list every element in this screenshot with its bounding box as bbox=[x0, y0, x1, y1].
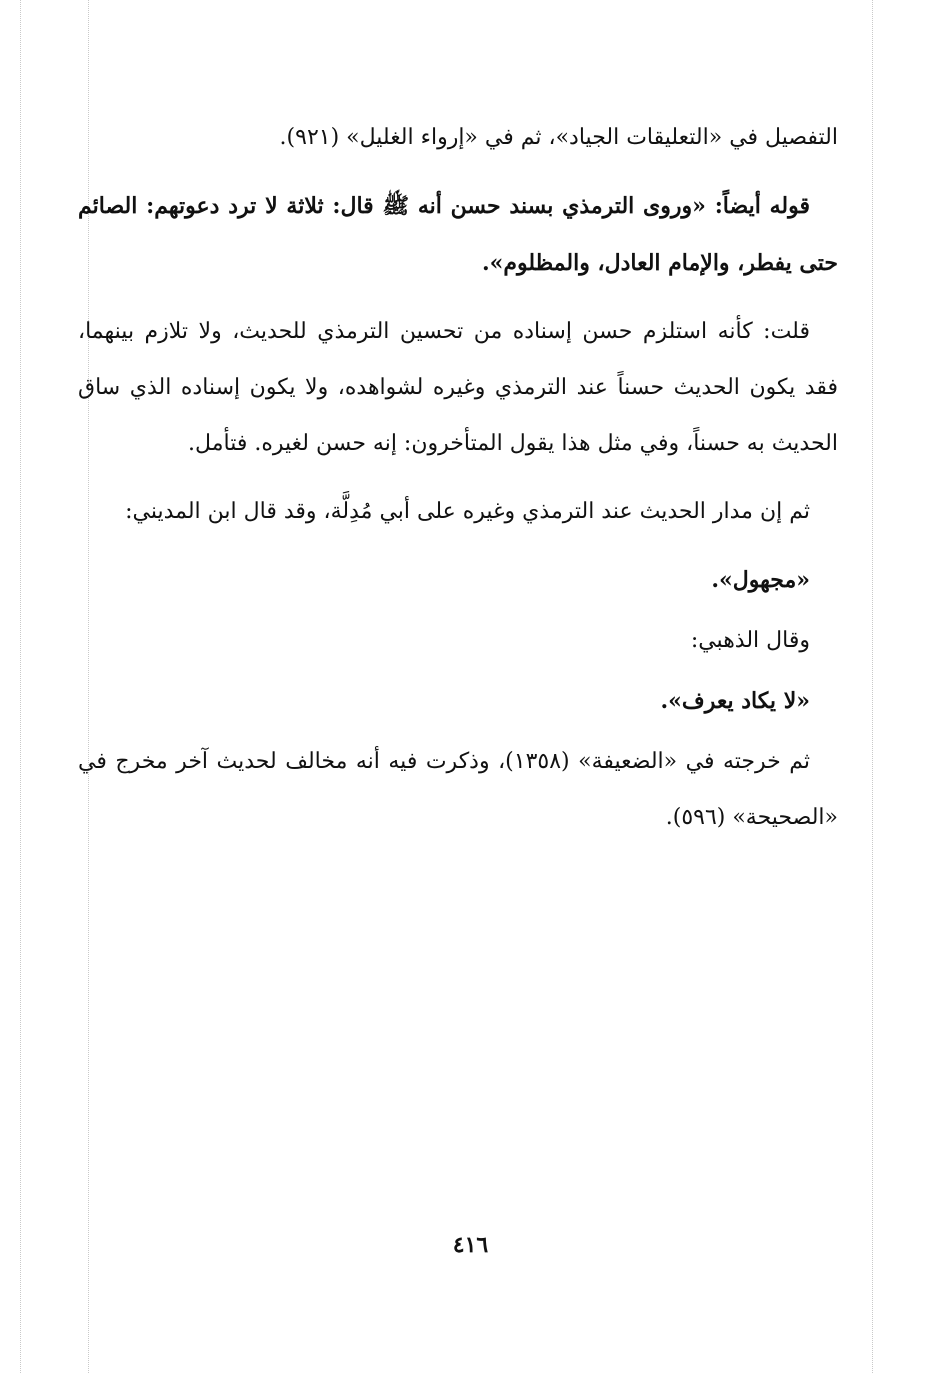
paragraph-2-intro: قوله أيضاً: bbox=[705, 193, 810, 219]
quote-la-yakad-text: «لا يكاد يعرف». bbox=[660, 688, 810, 714]
paragraph-2-quote: «وروى الترمذي بسند حسن أنه ﷺ قال: ثلاثة لا ترد دعوتهم: الصائم حتى يفطر، والإمام العادل، والمظلوم». bbox=[78, 193, 838, 276]
paragraph-6 bbox=[78, 734, 838, 846]
document-page bbox=[78, 110, 838, 858]
paragraph-1-text: التفصيل في «التعليقات الجياد»، ثم في «إرواء الغليل» (٩٢١). bbox=[279, 125, 838, 150]
paragraph-2 bbox=[78, 178, 838, 292]
paragraph-3-text: قلت: كأنه استلزم حسن إسناده من تحسين الترمذي للحديث، ولا تلازم بينهما، فقد يكون الحديث حسناً عند الترمذي وغيره لشواهده، ولا يكون إسناده الذي ساق الحديث به حسناً، وفي مثل هذا يقول المتأخرون: إنه حسن لغيره. فتأمل. bbox=[78, 319, 838, 456]
paragraph-5-text: وقال الذهبي: bbox=[690, 628, 810, 653]
paragraph-3 bbox=[78, 304, 838, 472]
page-number: ٤١٦ bbox=[452, 1232, 489, 1258]
quote-la-yakad bbox=[78, 673, 838, 730]
scan-guide-line bbox=[20, 0, 21, 1373]
paragraph-4 bbox=[78, 484, 838, 540]
paragraph-4-text: ثم إن مدار الحديث عند الترمذي وغيره على أبي مُدِلَّة، وقد قال ابن المديني: bbox=[125, 499, 810, 524]
paragraph-5 bbox=[78, 613, 838, 669]
quote-majhul-text: «مجهول». bbox=[711, 567, 810, 593]
quote-majhul bbox=[78, 552, 838, 609]
paragraph-6-text: ثم خرجته في «الضعيفة» (١٣٥٨)، وذكرت فيه أنه مخالف لحديث آخر مخرج في «الصحيحة» (٥٩٦). bbox=[78, 749, 838, 830]
paragraph-1 bbox=[78, 110, 838, 166]
scan-guide-line bbox=[872, 0, 873, 1373]
